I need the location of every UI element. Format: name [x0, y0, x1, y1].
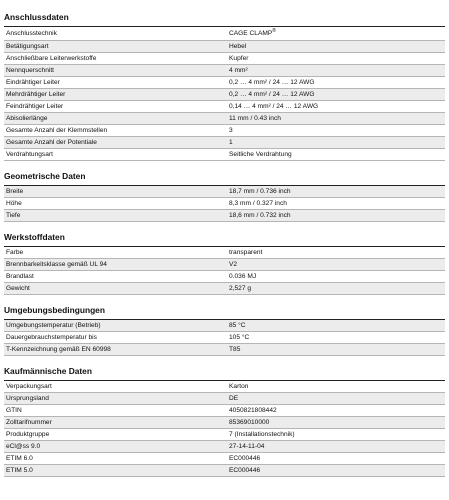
row-value: 0.036 MJ	[229, 273, 257, 280]
row-label: Höhe	[6, 200, 22, 207]
row-label: GTIN	[6, 407, 22, 414]
row-value: 11 mm / 0.43 inch	[229, 115, 281, 122]
row-value: 0,2 … 4 mm² / 24 … 12 AWG	[229, 91, 315, 98]
table-row	[4, 259, 445, 271]
row-label: eCl@ss 9.0	[6, 443, 41, 450]
table-row	[4, 137, 445, 149]
row-label: Abisolierlänge	[6, 115, 48, 122]
section-title-anschlussdaten: Anschlussdaten	[4, 12, 69, 22]
table-row	[4, 441, 445, 453]
row-label: Verpackungsart	[6, 383, 52, 390]
table-row	[4, 210, 445, 222]
row-value	[225, 27, 445, 40]
section-title-geometrische-daten: Geometrische Daten	[4, 171, 86, 181]
table-row	[4, 393, 445, 405]
row-label: Nennquerschnitt	[6, 67, 55, 74]
row-value: 27-14-11-04	[229, 443, 265, 450]
table-row	[4, 247, 445, 259]
section-title-umgebungsbedingungen: Umgebungsbedingungen	[4, 305, 105, 315]
row-value: 0,2 … 4 mm² / 24 … 12 AWG	[229, 79, 315, 86]
table-row	[4, 77, 445, 89]
row-label: Tiefe	[6, 212, 21, 219]
row-label: Breite	[6, 188, 24, 195]
table-row	[4, 113, 445, 125]
row-value-text: CAGE CLAMP	[229, 30, 273, 37]
row-value: 4050821808442	[229, 407, 277, 414]
table-row	[4, 332, 445, 344]
row-label: Zolltarifnummer	[6, 419, 52, 426]
table-row	[4, 65, 445, 77]
row-label: Gesamte Anzahl der Klemmstellen	[6, 127, 108, 134]
row-value: 3	[229, 127, 233, 134]
row-value: 4 mm²	[229, 67, 248, 74]
row-value: EC000446	[229, 455, 261, 462]
row-label: T-Kennzeichnung gemäß EN 60998	[6, 346, 111, 353]
row-label: Ursprungsland	[6, 395, 49, 402]
row-value: 1	[229, 139, 233, 146]
row-value: Hebel	[229, 43, 247, 50]
row-value: Kupfer	[229, 55, 249, 62]
row-label: Produktgruppe	[6, 431, 50, 438]
row-value: 85369010000	[229, 419, 270, 426]
section-title-kaufmaennische-daten: Kaufmännische Daten	[4, 366, 92, 376]
row-label: Eindrähtiger Leiter	[6, 79, 60, 86]
table-row	[4, 465, 445, 477]
table-row	[4, 429, 445, 441]
table-geometrische-daten	[4, 185, 445, 222]
table-row	[4, 198, 445, 210]
row-label: Verdrahtungsart	[6, 151, 53, 158]
row-value: 18,6 mm / 0.732 inch	[229, 212, 291, 219]
row-label: Gesamte Anzahl der Potentiale	[6, 139, 97, 146]
row-label: ETIM 6.0	[6, 455, 33, 462]
row-value: 7 (Installationstechnik)	[229, 431, 295, 438]
table-row	[4, 41, 445, 53]
row-label: Dauergebrauchstemperatur bis	[6, 334, 97, 341]
datasheet-page	[4, 0, 445, 477]
row-label: Brennbarkeitsklasse gemäß UL 94	[6, 261, 107, 268]
row-value: Seitliche Verdrahtung	[229, 151, 292, 158]
table-row	[4, 125, 445, 137]
row-value: 0,14 … 4 mm² / 24 … 12 AWG	[229, 103, 319, 110]
table-row	[4, 53, 445, 65]
table-row	[4, 271, 445, 283]
table-umgebungsbedingungen	[4, 319, 445, 356]
row-value: Karton	[229, 383, 249, 390]
row-label: ETIM 5.0	[6, 467, 33, 474]
table-row	[4, 453, 445, 465]
row-value: DE	[229, 395, 239, 402]
row-label: Farbe	[6, 249, 24, 256]
table-row	[4, 344, 445, 356]
registered-mark: ®	[272, 27, 276, 34]
table-row	[4, 405, 445, 417]
row-label: Anschließbare Leiterwerkstoffe	[6, 55, 97, 62]
row-value: T85	[229, 346, 241, 353]
row-value: 2,527 g	[229, 285, 251, 292]
row-label: Umgebungstemperatur (Betrieb)	[6, 322, 101, 329]
row-value: 105 °C	[229, 334, 250, 341]
row-label: Betätigungsart	[6, 43, 49, 50]
table-row	[4, 149, 445, 161]
table-row	[4, 320, 445, 332]
row-value: 85 °C	[229, 322, 246, 329]
row-value: 18,7 mm / 0.736 inch	[229, 188, 291, 195]
row-value: EC000446	[229, 467, 261, 474]
table-werkstoffdaten	[4, 246, 445, 295]
row-label: Mehrdrähtiger Leiter	[6, 91, 66, 98]
table-row	[4, 89, 445, 101]
row-value: transparent	[229, 249, 263, 256]
table-kaufmaennische-daten	[4, 380, 445, 477]
table-anschlussdaten	[4, 26, 445, 161]
row-label: Brandlast	[6, 273, 34, 280]
row-value: V2	[229, 261, 238, 268]
table-row	[4, 417, 445, 429]
table-row	[4, 186, 445, 198]
table-row	[4, 101, 445, 113]
table-row	[4, 27, 445, 41]
row-label: Anschlusstechnik	[6, 30, 57, 37]
row-label: Feindrähtiger Leiter	[6, 103, 64, 110]
row-label: Gewicht	[6, 285, 30, 292]
table-row	[4, 381, 445, 393]
table-row	[4, 283, 445, 295]
section-title-werkstoffdaten: Werkstoffdaten	[4, 232, 65, 242]
row-value: 8,3 mm / 0.327 inch	[229, 200, 287, 207]
